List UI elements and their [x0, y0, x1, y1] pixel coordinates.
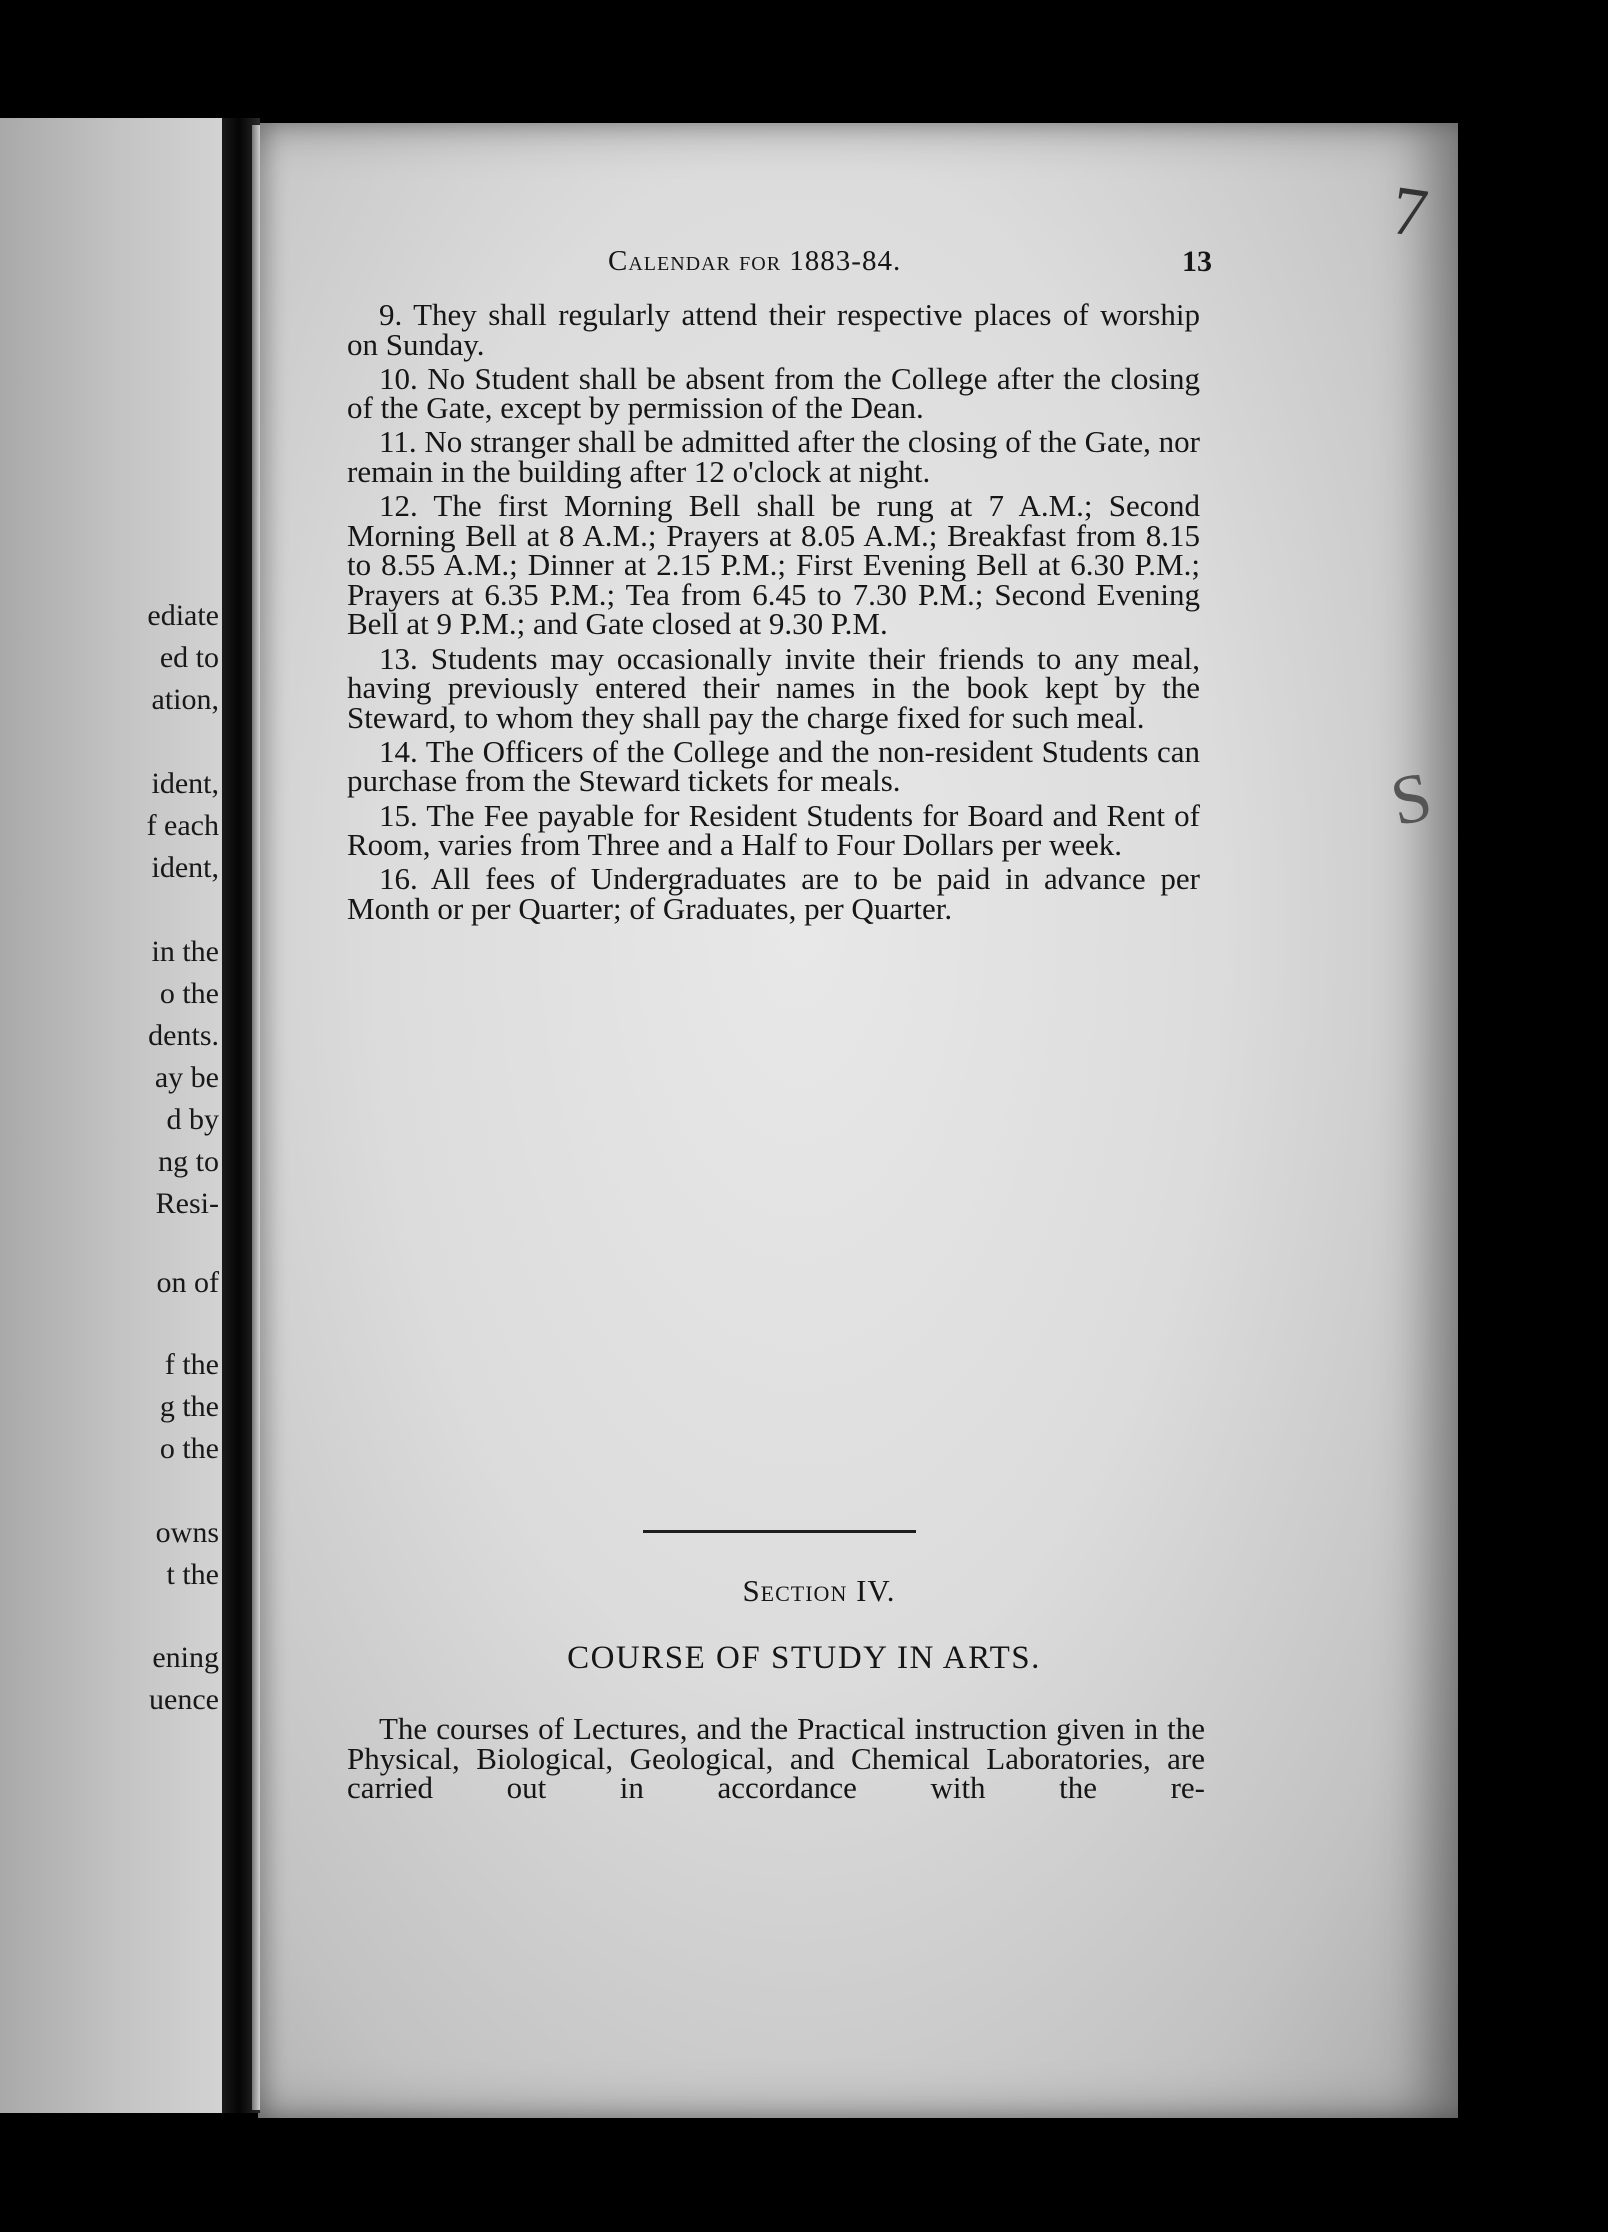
left-page-line: uence — [149, 1683, 219, 1716]
section-divider — [643, 1530, 916, 1533]
left-page-line: in the — [151, 935, 219, 968]
course-intro — [347, 1711, 1205, 1807]
rule-10: 10. No Student shall be absent from the College after the closing of the Gate, except by permission of the Dean. — [347, 360, 1200, 426]
page-number: 13 — [1182, 245, 1212, 278]
rule-13: 13. Students may occasionally invite their friends to any meal, having previously entered their names in the book kept by the Steward, to whom they shall pay the charge fixed for such meal. — [347, 640, 1200, 735]
section-heading — [0, 1573, 1608, 1609]
left-page-line: Resi- — [155, 1187, 219, 1220]
pencil-mark-top: 7 — [1386, 171, 1433, 254]
left-page-line: t the — [166, 1558, 219, 1591]
rule-14: 14. The Officers of the College and the non-resident Students can purchase from the Steward tickets for meals. — [347, 733, 1200, 799]
section-heading-text: Section IV. — [742, 1573, 896, 1608]
pencil-mark-side: S — [1384, 757, 1439, 842]
left-page-line: ed to — [159, 641, 219, 674]
left-page-fragment — [0, 118, 225, 2113]
left-page-line: g the — [159, 1390, 219, 1423]
rules-text — [347, 297, 1200, 928]
page-header — [350, 245, 1240, 285]
left-page-line: f the — [164, 1348, 219, 1381]
rule-15: 15. The Fee payable for Resident Students for Board and Rent of Room, varies from Three and a Half to Four Dollars per week. — [347, 797, 1200, 863]
left-page-line: ening — [152, 1641, 219, 1674]
left-page-line: ation, — [151, 683, 219, 716]
running-head: Calendar for 1883-84. — [608, 245, 902, 277]
course-title-text: COURSE OF STUDY IN ARTS. — [567, 1640, 1041, 1676]
left-page-line: ay be — [154, 1061, 219, 1094]
left-page-line: f each — [146, 809, 219, 842]
left-page-line: owns — [155, 1516, 219, 1549]
left-page-line: ng to — [158, 1145, 219, 1178]
left-page-line: on of — [156, 1266, 219, 1299]
course-intro-paragraph: The courses of Lectures, and the Practical instruction given in the Physical, Biological, Geological, and Chemical Laboratories, are carried out in accordance with the re- — [347, 1711, 1205, 1806]
left-page-line: ediate — [147, 599, 219, 632]
left-page-line: ident, — [151, 767, 219, 800]
left-page-line: o the — [159, 1432, 219, 1465]
course-title — [0, 1640, 1608, 1677]
left-page-line: dents. — [148, 1019, 219, 1052]
left-page-line: d by — [166, 1103, 219, 1136]
left-page-line: o the — [159, 977, 219, 1010]
rule-16: 16. All fees of Undergraduates are to be paid in advance per Month or per Quarter; of Graduates, per Quarter. — [347, 861, 1200, 926]
rule-11: 11. No stranger shall be admitted after the closing of the Gate, nor remain in the building after 12 o'clock at night. — [347, 424, 1200, 489]
page-edge — [252, 125, 260, 2110]
rule-12: 12. The first Morning Bell shall be rung at 7 A.M.; Second Morning Bell at 8 A.M.; Prayers at 8.05 A.M.; Breakfast from 8.15 to 8.55 A.M.; Dinner at 2.15 P.M.; First Evening Bell at 6.30 P.M.; Prayers at 6.35 P.M.; Tea from 6.45 to 7.30 P.M.; Second Evening Bell at 9 P.M.; and Gate closed at 9.30 P.M. — [347, 488, 1200, 642]
rule-9: 9. They shall regularly attend their respective places of worship on Sunday. — [347, 297, 1200, 362]
left-page-line: ident, — [151, 851, 219, 884]
